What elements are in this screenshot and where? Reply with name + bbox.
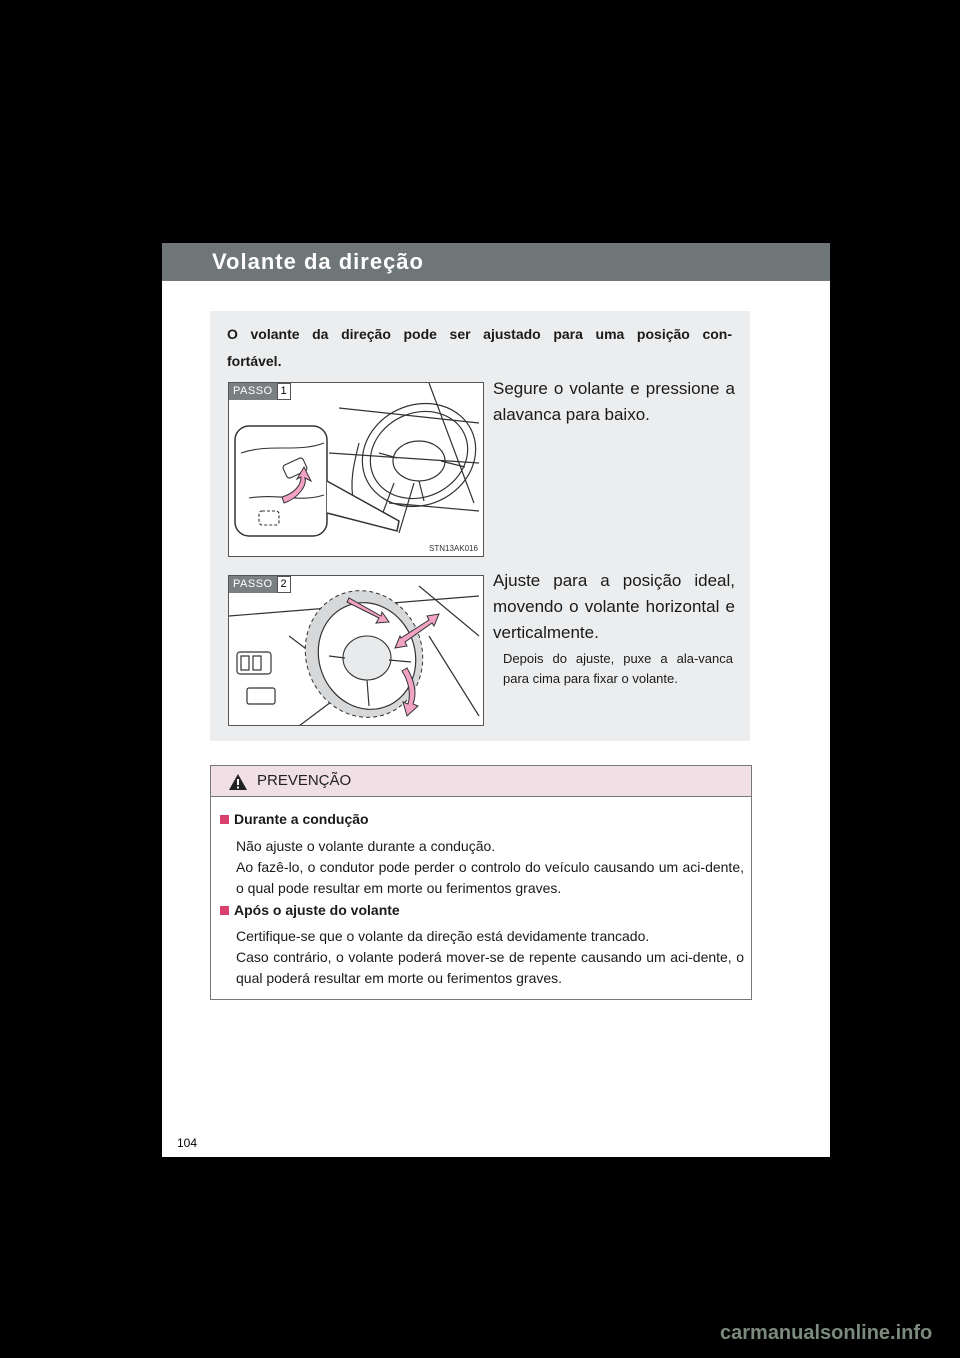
page-number: 104	[176, 1136, 198, 1150]
title-bar	[162, 243, 830, 281]
warning-header	[211, 766, 751, 797]
step-1-figure	[228, 382, 484, 557]
steering-lever-illustration	[229, 383, 483, 556]
step-2-text: Ajuste para a posição ideal, movendo o volante horizontal e verticalmente.	[493, 571, 735, 642]
warning-title: PREVENÇÃO	[257, 772, 352, 789]
step-badge-label: PASSO	[229, 576, 277, 593]
figure-code: STN13AK016	[429, 544, 478, 553]
step-2-note: Depois do ajuste, puxe a ala-vanca para cima para fixar o volante.	[503, 651, 733, 686]
warning-paragraph: Ao fazê-lo, o condutor pode perder o controlo do veículo causando um aci-dente, o qual pode resultar em morte ou ferimentos graves.	[236, 859, 744, 896]
bullet-square-icon	[220, 815, 229, 824]
step-badge-number: 1	[277, 383, 291, 400]
warning-paragraph: Certifique-se que o volante da direção está devidamente trancado.	[236, 928, 650, 944]
warning-paragraph: Caso contrário, o volante poderá mover-se de repente causando um aci-dente, o qual poderá resultar em morte ou ferimentos graves.	[236, 949, 744, 986]
step-1-text: Segure o volante e pressione a alavanca para baixo.	[493, 379, 735, 424]
warning-item-title: Após o ajuste do volante	[220, 902, 400, 918]
step-badge-number: 2	[277, 576, 291, 593]
page-title: Volante da direção	[212, 249, 424, 274]
warning-paragraph: Não ajuste o volante durante a condução.	[236, 838, 496, 854]
step-badge-label: PASSO	[229, 383, 277, 400]
warning-icon	[228, 773, 248, 791]
step-2-badge	[229, 576, 291, 593]
bullet-square-icon	[220, 906, 229, 915]
instruction-box	[210, 311, 750, 741]
footer-watermark: carmanualsonline.info	[720, 1322, 933, 1344]
warning-box	[210, 765, 752, 1000]
step-2-figure	[228, 575, 484, 726]
warning-item-title: Durante a condução	[220, 811, 369, 827]
intro-text: O volante da direção pode ser ajustado para uma posição con-fortável.	[227, 326, 732, 369]
manual-page	[162, 243, 830, 1157]
step-1-badge	[229, 383, 291, 400]
steering-adjust-illustration	[229, 576, 483, 725]
